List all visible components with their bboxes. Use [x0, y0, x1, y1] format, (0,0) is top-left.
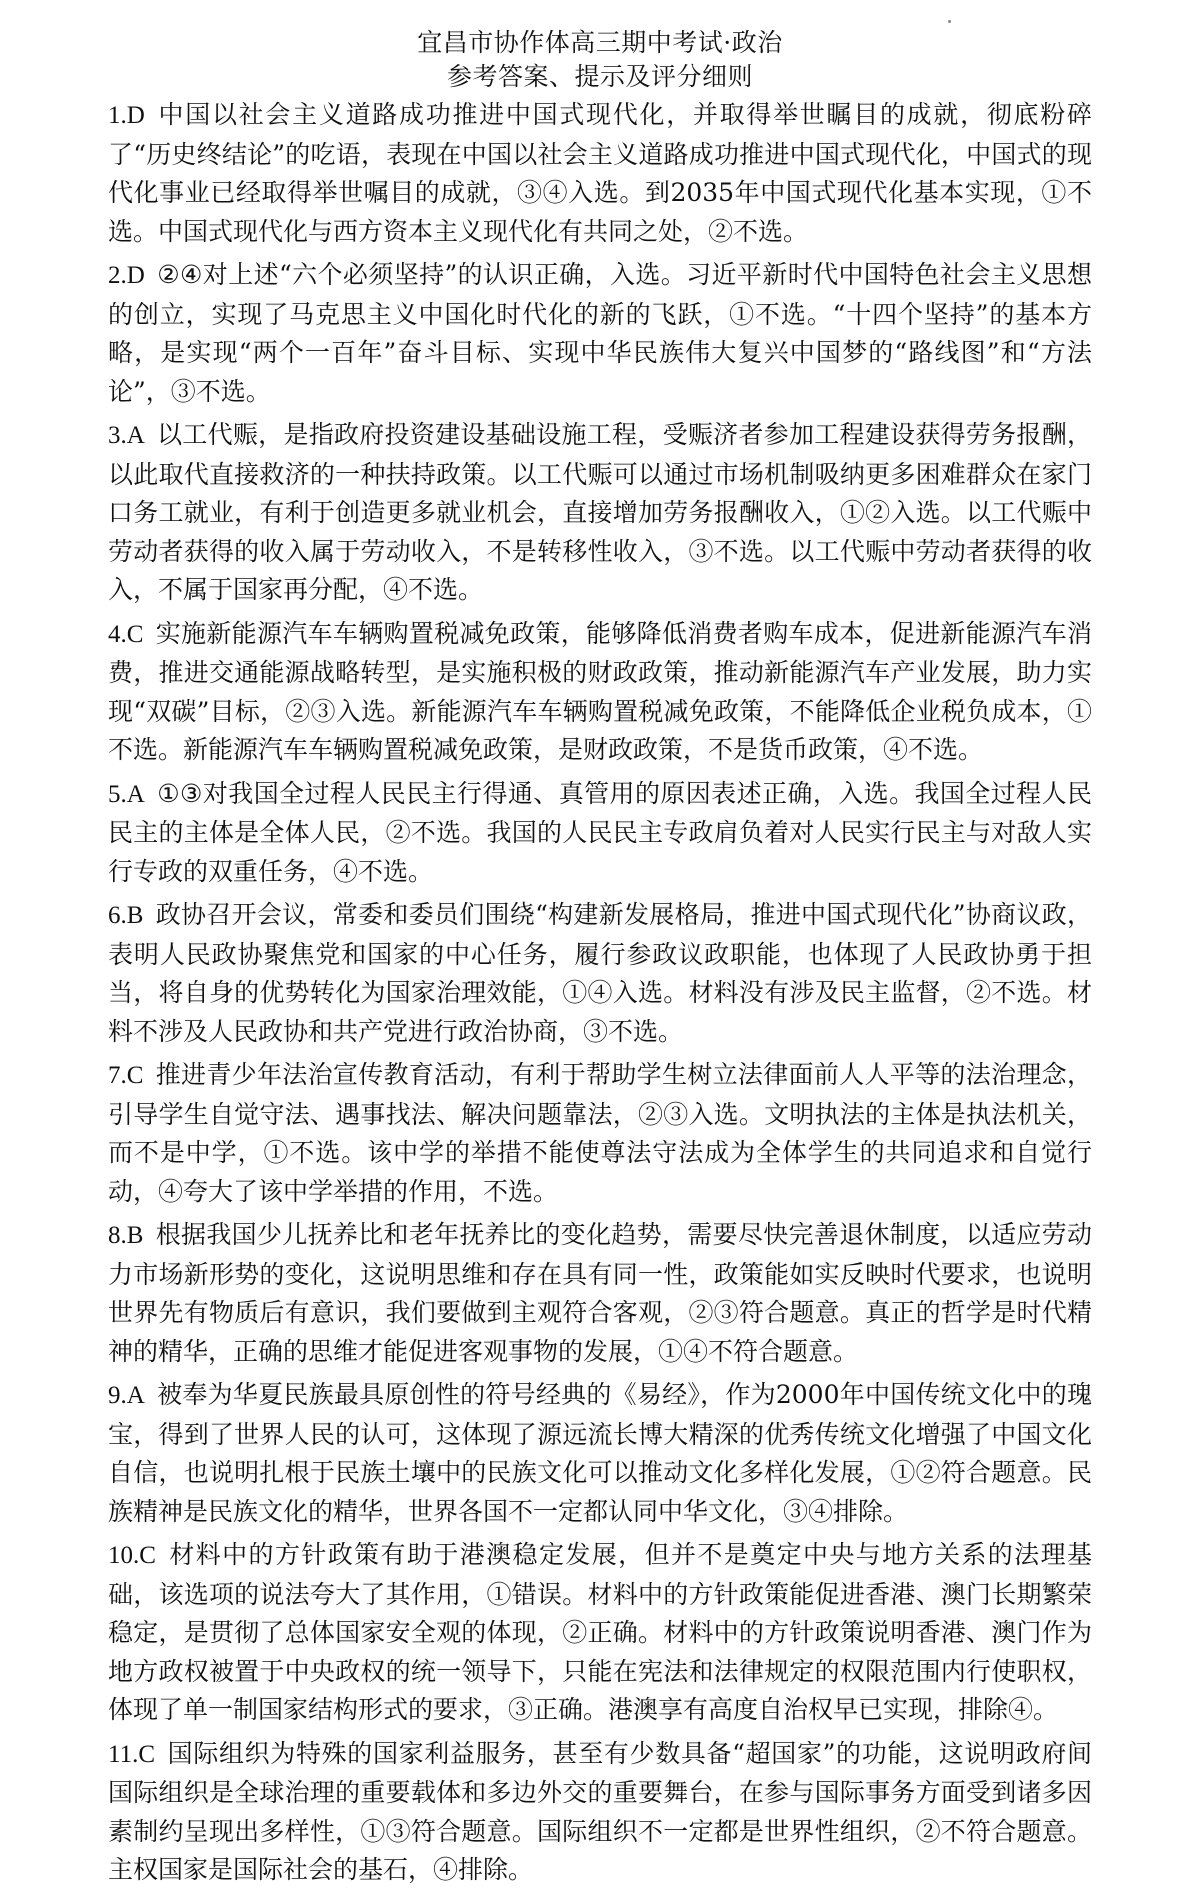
answer-text: 材料中的方针政策有助于港澳稳定发展，但并不是奠定中央与地方关系的法理基础，该选项的说法夸大了其作用，①错误。材料中的方针政策能促进香港、澳门长期繁荣稳定，是贯彻了总体国家安全观的体现，②正确。材料中的方针政策说明香港、澳门作为地方政权被置于中央政权的统一领导下，只能在宪法和法律规定的权限范围内行使职权，体现了单一制国家结构形式的要求，③正确。港澳享有高度自治权早已实现，排除④。 [108, 1540, 1092, 1724]
answer-item-10 [108, 1536, 1092, 1730]
answer-text: 推进青少年法治宣传教育活动，有利于帮助学生树立法律面前人人平等的法治理念，引导学生自觉守法、遇事找法、解决问题靠法，②③入选。文明执法的主体是执法机关，而不是中学，①不选。该中学的举措不能使尊法守法成为全体学生的共同追求和自觉行动，④夸大了该中学举措的作用，不选。 [108, 1060, 1092, 1206]
answer-text: 政协召开会议，常委和委员们围绕“构建新发展格局，推进中国式现代化”协商议政，表明人民政协聚焦党和国家的中心任务，履行参政议政职能，也体现了人民政协勇于担当，将自身的优势转化为国家治理效能，①④入选。材料没有涉及民主监督，②不选。材料不涉及人民政协和共产党进行政治协商，③不选。 [108, 900, 1092, 1046]
answer-item-2 [108, 256, 1092, 411]
answer-label: 4.C [108, 620, 144, 648]
answer-item-11 [108, 1735, 1092, 1890]
answer-label: 10.C [108, 1542, 156, 1569]
answer-text: ②④对上述“六个必须坚持”的认识正确，入选。习近平新时代中国特色社会主义思想的创立，实现了马克思主义中国化时代化的新的飞跃，①不选。“十四个坚持”的基本方略，是实现“两个一百年”奋斗目标、实现中华民族伟大复兴中国梦的“路线图”和“方法论”，③不选。 [108, 260, 1092, 406]
answer-label: 9.A [108, 1382, 145, 1409]
answer-item-8 [108, 1216, 1092, 1371]
answer-label: 8.B [108, 1222, 144, 1249]
answer-text: ①③对我国全过程人民民主行得通、真管用的原因表述正确，入选。我国全过程人民民主的主体是全体人民，②不选。我国的人民民主专政肩负着对人民实行民主与对敌人实行专政的双重任务，④不选。 [108, 778, 1092, 886]
document-title: 宜昌市协作体高三期中考试·政治 [417, 28, 783, 57]
answer-item-3 [108, 416, 1092, 610]
document-header [108, 26, 1092, 94]
answer-text: 国际组织为特殊的国家利益服务，甚至有少数具备“超国家”的功能，这说明政府间国际组织是全球治理的重要载体和多边外交的重要舞台，在参与国际事务方面受到诸多因素制约呈现出多样性，①③符合题意。国际组织不一定都是世界性组织，②不符合题意。主权国家是国际社会的基石，④排除。 [108, 1738, 1092, 1884]
answer-list [108, 96, 1092, 1890]
answer-text: 中国以社会主义道路成功推进中国式现代化，并取得举世瞩目的成就，彻底粉碎了“历史终结论”的吃语，表现在中国以社会主义道路成功推进中国式现代化，中国式的现代化事业已经取得举世嘱目的成就，③④入选。到2035年中国式现代化基本实现，①不选。中国式现代化与西方资本主义现代化有共同之处，②不选。 [108, 100, 1092, 246]
answer-text: 根据我国少儿抚养比和老年抚养比的变化趋势，需要尽快完善退休制度，以适应劳动力市场新形势的变化，这说明思维和存在具有同一性，政策能如实反映时代要求，也说明世界先有物质后有意识，我们要做到主观符合客观，②③符合题意。真正的哲学是时代精神的精华，正确的思维才能促进客观事物的发展，①④不符合题意。 [108, 1220, 1092, 1366]
answer-text: 以工代赈，是指政府投资建设基础设施工程，受赈济者参加工程建设获得劳务报酬，以此取代直接救济的一种扶持政策。以工代赈可以通过市场机制吸纳更多困难群众在家门口务工就业，有利于创造更多就业机会，直接增加劳务报酬收入，①②入选。以工代赈中劳动者获得的收入属于劳动收入，不是转移性收入，③不选。以工代赈中劳动者获得的收入，不属于国家再分配，④不选。 [108, 420, 1092, 604]
answer-text: 实施新能源汽车车辆购置税减免政策，能够降低消费者购车成本，促进新能源汽车消费，推进交通能源战略转型，是实施积极的财政政策，推动新能源汽车产业发展，助力实现“双碳”目标，②③入选。新能源汽车车辆购置税减免政策，不能降低企业税负成本，①不选。新能源汽车车辆购置税减免政策，是财政政策，不是货币政策，④不选。 [108, 618, 1092, 764]
answer-label: 5.A [108, 780, 145, 808]
answer-item-5 [108, 775, 1092, 892]
answer-label: 3.A [108, 422, 145, 449]
answer-item-6 [108, 896, 1092, 1051]
document-subtitle: 参考答案、提示及评分细则 [446, 62, 753, 91]
answer-label: 7.C [108, 1062, 144, 1089]
answer-item-9 [108, 1376, 1092, 1531]
answer-label: 11.C [108, 1740, 155, 1768]
answer-label: 6.B [108, 902, 144, 929]
scan-speck [948, 20, 951, 23]
answer-label: 2.D [108, 262, 145, 289]
answer-text: 被奉为华夏民族最具原创性的符号经典的《易经》，作为2000年中国传统文化中的瑰宝，得到了世界人民的认可，这体现了源远流长博大精深的优秀传统文化增强了中国文化自信，也说明扎根于民族土壤中的民族文化可以推动文化多样化发展，①②符合题意。民族精神是民族文化的精华，世界各国不一定都认同中华文化，③④排除。 [108, 1380, 1092, 1526]
answer-label: 1.D [108, 102, 145, 129]
answer-item-4 [108, 615, 1092, 770]
answer-item-7 [108, 1056, 1092, 1211]
answer-item-1 [108, 96, 1092, 251]
